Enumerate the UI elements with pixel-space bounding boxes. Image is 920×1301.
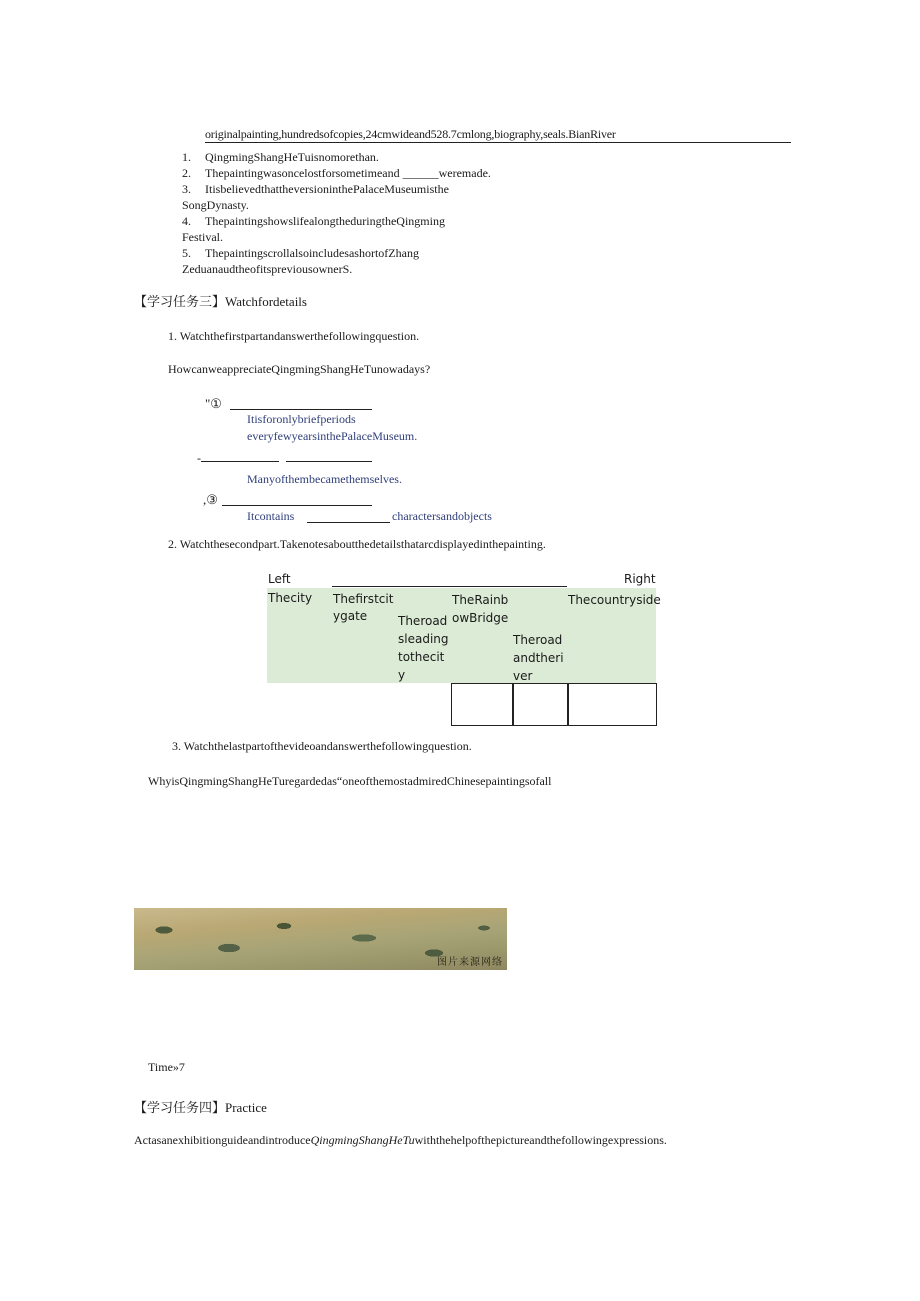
task4-heading: 【学习任务四】Practice [134, 1100, 267, 1115]
image-seal-text: 图片来源网络 [437, 957, 503, 968]
qingming-painting-image [134, 908, 507, 970]
table-col-city: Thecity [268, 591, 313, 605]
q3-question: WhyisQingmingShangHeTuregardedas“oneofthemostadmiredChinesepaintingsofall [148, 774, 552, 788]
answer3-suffix: charactersandobjects [392, 509, 492, 523]
q3-prompt: 3. Watchthelastpartofthevideoandanswerthefollowingquestion. [172, 739, 472, 753]
table-left-label: Left [268, 572, 291, 586]
answer2-blank-a [201, 461, 279, 462]
table-col-countryside: Thecountryside [568, 593, 661, 607]
q1-prompt: 1. Watchthefirstpartandanswerthefollowingquestion. [168, 329, 420, 343]
fill-item-1-num: 1. [182, 150, 191, 164]
answer3-mark: ,③ [203, 492, 218, 507]
fill-item-5-num: 5. [182, 246, 191, 260]
task4-instruction [134, 1133, 667, 1148]
table-col-roads: Theroadsleadingtothecity [398, 614, 449, 682]
answer1-line2: everyfewyearsinthePalaceMuseum. [247, 429, 418, 443]
answer1-mark: "① [205, 396, 222, 411]
fill-item-1-text: QingmingShangHeTuisnomorethan. [205, 150, 379, 164]
table-answer-cell-2[interactable] [512, 683, 569, 726]
table-answer-cell-1[interactable] [451, 683, 514, 726]
table-right-label: Right [624, 572, 656, 586]
table-answer-cell-3[interactable] [567, 683, 657, 726]
word-bank: originalpainting,hundredsofcopies,24cmwideand528.7cmlong,biography,seals.BianRiver [205, 127, 616, 141]
task4-instruction-suffix: withthehelpofthepictureandthefollowingexpressions. [414, 1133, 667, 1147]
word-bank-underline [205, 142, 791, 143]
q1-question: HowcanweappreciateQingmingShangHeTunowadays? [168, 362, 431, 376]
answer2-mark: - [197, 451, 201, 465]
fill-item-3-num: 3. [182, 182, 191, 196]
answer1-blank [230, 409, 372, 410]
table-col-rainbow-bridge: TheRainbowBridge [452, 593, 509, 625]
fill-item-2-num: 2. [182, 166, 191, 180]
q2-prompt: 2. Watchthesecondpart.Takenotesaboutthedetailsthatarcdisplayedinthepainting. [168, 537, 546, 551]
task3-heading: 【学习任务三】Watchfordetails [134, 294, 307, 309]
answer2-blank-b [286, 461, 372, 462]
answer3-prefix: Itcontains [247, 509, 295, 523]
answer2-line: Manyofthembecamethemselves. [247, 472, 402, 486]
fill-item-4-num: 4. [182, 214, 191, 228]
fill-item-3-cont: SongDynasty. [182, 198, 249, 212]
answer3-inline-blank [307, 522, 390, 523]
task4-instruction-prefix: Actasanexhibitionguideandintroduce [134, 1133, 311, 1147]
fill-item-4-cont: Festival. [182, 230, 223, 244]
fill-item-2-text: Thepaintingwasoncelostforsometimeand ______weremade. [205, 166, 491, 180]
time-note: Time»7 [148, 1060, 185, 1074]
fill-item-5-text: ThepaintingscrollalsoincludesashortofZhang [205, 246, 419, 260]
answer3-blank [222, 505, 372, 506]
table-arrow-line [332, 586, 567, 587]
fill-item-3-text: ItisbelievedthattheversioninthePalaceMuseumisthe [205, 182, 449, 196]
table-col-first-gate: Thefirstcitygate [333, 592, 394, 623]
fill-item-5-cont: ZeduanaudtheofitspreviousownerS. [182, 262, 353, 276]
task4-instruction-title: QingmingShangHeTu [310, 1133, 415, 1147]
fill-item-4-text: ThepaintingshowslifealongtheduringtheQingming [205, 214, 445, 228]
answer1-line1: Itisforonlybriefperiods [247, 412, 356, 426]
table-col-road-river: Theroadandtheriver [513, 633, 564, 683]
